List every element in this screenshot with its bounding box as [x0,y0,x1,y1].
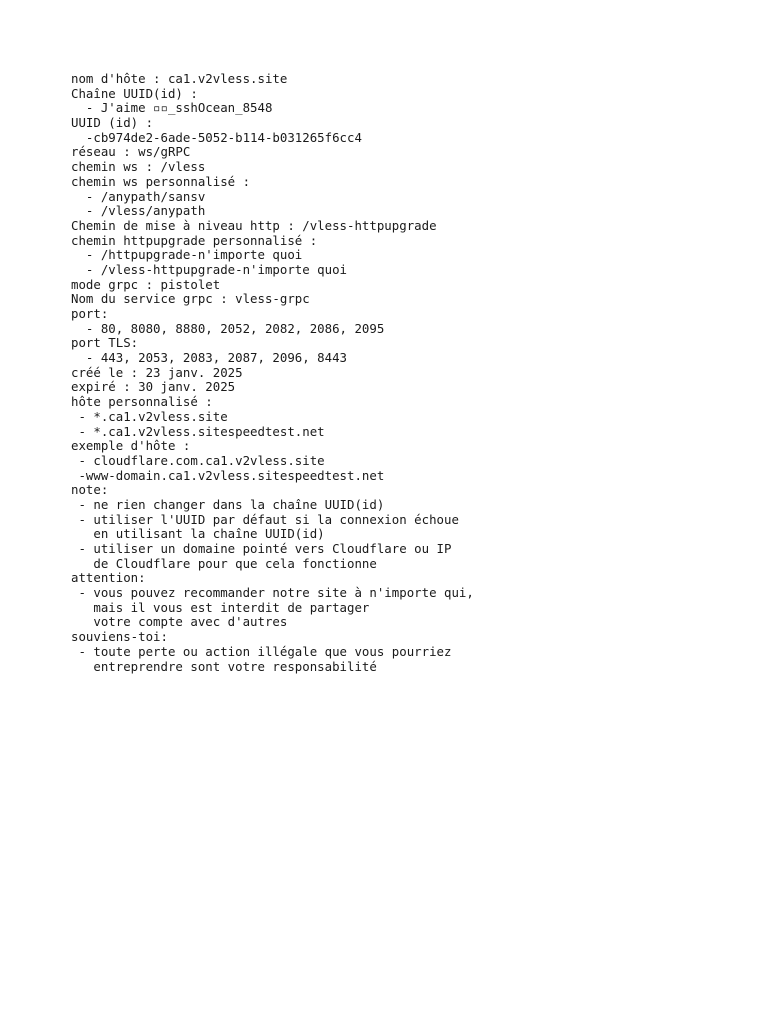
custom-ws-path-item: - /anypath/sansv [71,188,206,204]
host-example-heading: exemple d'hôte : [71,438,191,454]
attention-item-continuation: mais il vous est interdit de partager [71,599,370,615]
custom-ws-path-heading: chemin ws personnalisé : [71,173,251,189]
uuid-value: -cb974de2-6ade-5052-b114-b031265f6cc4 [71,129,362,145]
note-item: - utiliser un domaine pointé vers Cloudflare ou IP [71,541,452,556]
uuid-string-heading: Chaîne UUID(id) : [71,85,198,101]
custom-httpupgrade-path-heading: chemin httpupgrade personnalisé : [71,232,318,248]
host-example-item: - cloudflare.com.ca1.v2vless.site [71,452,325,468]
hostname-line: nom d'hôte : ca1.v2vless.site [71,71,288,86]
remember-item-continuation: entreprendre sont votre responsabilité [71,658,377,674]
note-heading: note: [71,482,109,498]
created-date-line: créé le : 23 janv. 2025 [71,364,243,380]
grpc-mode-line: mode grpc : pistolet [71,276,221,292]
custom-httpupgrade-path-item: - /httpupgrade-n'importe quoi [71,247,303,263]
remember-item: - toute perte ou action illégale que vous pourriez [71,643,452,659]
note-item: - ne rien changer dans la chaîne UUID(id) [71,496,385,512]
httpupgrade-path-line: Chemin de mise à niveau http : /vless-httpupgrade [71,217,437,233]
note-item-continuation: en utilisant la chaîne UUID(id) [71,526,325,542]
grpc-service-line: Nom du service grpc : vless-grpc [71,291,310,307]
attention-item-continuation: votre compte avec d'autres [71,614,288,630]
custom-host-heading: hôte personnalisé : [71,394,213,410]
remember-heading: souviens-toi: [71,629,168,645]
note-item: - utiliser l'UUID par défaut si la connexion échoue [71,511,459,527]
custom-httpupgrade-path-item: - /vless-httpupgrade-n'importe quoi [71,261,348,277]
custom-ws-path-item: - /vless/anypath [71,203,206,219]
ws-path-line: chemin ws : /vless [71,159,206,175]
network-line: réseau : ws/gRPC [71,144,191,160]
uuid-heading: UUID (id) : [71,115,154,131]
document-body [71,72,751,674]
uuid-string-value: - J'aime ▫▫_sshOcean_8548 [71,100,273,116]
port-heading: port: [71,306,109,321]
port-list: - 80, 8080, 8880, 2052, 2082, 2086, 2095 [71,320,385,336]
tls-port-list: - 443, 2053, 2083, 2087, 2096, 8443 [71,350,348,366]
custom-host-item: - *.ca1.v2vless.site [71,408,228,424]
attention-item: - vous pouvez recommander notre site à n'importe qui, [71,585,474,601]
note-item-continuation: de Cloudflare pour que cela fonctionne [71,555,377,571]
tls-port-heading: port TLS: [71,335,139,351]
attention-heading: attention: [71,570,146,586]
custom-host-item: - *.ca1.v2vless.sitespeedtest.net [71,423,325,439]
host-example-item: -www-domain.ca1.v2vless.sitespeedtest.net [71,467,385,483]
expiry-date-line: expiré : 30 janv. 2025 [71,379,236,395]
